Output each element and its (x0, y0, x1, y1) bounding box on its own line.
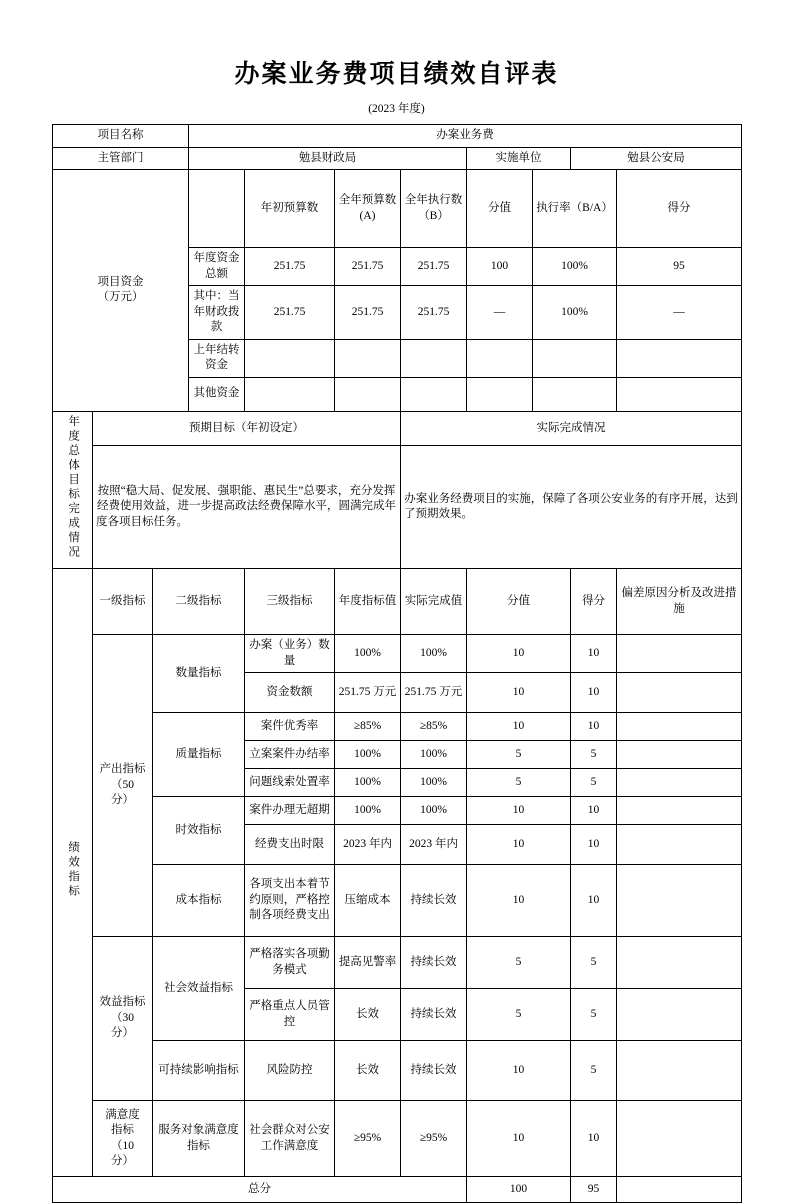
indicator-level3: 严格重点人员管控 (245, 989, 335, 1041)
indicator-target: 长效 (335, 989, 401, 1041)
funds-execution-rate (533, 339, 617, 377)
indicator-level1-line2: 指标 (111, 1124, 134, 1137)
indicator-score: 10 (571, 713, 617, 741)
table-row-project-name (53, 125, 742, 148)
table-row-total (53, 1177, 742, 1203)
indicator-target: ≥85% (335, 713, 401, 741)
table-row-funds-header (53, 170, 742, 248)
indicator-header-score-value: 分值 (467, 569, 571, 635)
indicator-target: 100% (335, 741, 401, 769)
indicator-score-value: 5 (467, 937, 571, 989)
indicator-level1-line3: 分） (111, 1027, 134, 1040)
indicator-level3: 案件办理无超期 (245, 797, 335, 825)
indicator-header-actual: 实际完成值 (401, 569, 467, 635)
indicator-level3: 立案案件办结率 (245, 741, 335, 769)
indicator-score-value: 10 (467, 865, 571, 937)
indicator-level1-line1: 满意度 (105, 1108, 140, 1121)
indicator-target: 100% (335, 769, 401, 797)
indicator-deviation (617, 673, 742, 713)
indicator-deviation (617, 635, 742, 673)
indicator-target: 提高见警率 (335, 937, 401, 989)
indicator-level1-line3: 分） (111, 794, 134, 807)
indicator-actual: 100% (401, 741, 467, 769)
indicator-deviation (617, 865, 742, 937)
annual-goal-actual-header: 实际完成情况 (401, 411, 742, 446)
indicator-level3: 经费支出时限 (245, 825, 335, 865)
funds-annual-budget (335, 339, 401, 377)
indicator-level2-quality: 质量指标 (153, 713, 245, 797)
funds-row-name: 其他资金 (189, 377, 245, 411)
funds-row-name: 年度资金总额 (189, 248, 245, 286)
indicator-target: 251.75 万元 (335, 673, 401, 713)
indicators-side-label (53, 569, 93, 1177)
indicator-score: 5 (571, 1041, 617, 1101)
annual-goal-expected-header: 预期目标（年初设定） (93, 411, 401, 446)
indicator-deviation (617, 797, 742, 825)
indicator-score: 10 (571, 865, 617, 937)
page-title: 办案业务费项目绩效自评表 (234, 61, 559, 88)
funds-score (617, 339, 742, 377)
funds-header-annual-budget: 全年预算数(A) (335, 170, 401, 248)
indicator-score-value: 5 (467, 989, 571, 1041)
indicator-level3: 问题线索处置率 (245, 769, 335, 797)
project-name-value: 办案业务费 (189, 125, 742, 148)
indicator-deviation (617, 713, 742, 741)
indicator-score-value: 10 (467, 1101, 571, 1177)
funds-annual-executed (401, 339, 467, 377)
indicator-score-value: 10 (467, 673, 571, 713)
indicator-level3: 案件优秀率 (245, 713, 335, 741)
indicator-level1-satisfaction (93, 1101, 153, 1177)
indicator-deviation (617, 769, 742, 797)
funds-header-score: 得分 (617, 170, 742, 248)
indicator-target: 100% (335, 635, 401, 673)
dept-label: 主管部门 (53, 147, 189, 170)
indicator-level3: 社会群众对公安工作满意度 (245, 1101, 335, 1177)
indicator-deviation (617, 1101, 742, 1177)
funds-score-value (467, 339, 533, 377)
indicator-score-value: 10 (467, 797, 571, 825)
annual-goal-expected-text: 按照“稳大局、促发展、强职能、惠民生”总要求，充分发挥经费使用效益，进一步提高政法经费保障水平，圆满完成年度各项目标任务。 (93, 446, 401, 569)
annual-goal-label-text: 年度总体目标完成情况 (67, 414, 80, 560)
funds-annual-budget: 251.75 (335, 248, 401, 286)
dept-value: 勉县财政局 (189, 147, 467, 170)
funds-annual-executed: 251.75 (401, 286, 467, 340)
funds-row-label-line2: （万元） (97, 291, 144, 304)
project-name-label: 项目名称 (53, 125, 189, 148)
indicator-actual: 2023 年内 (401, 825, 467, 865)
indicator-target: 长效 (335, 1041, 401, 1101)
unit-label: 实施单位 (467, 147, 571, 170)
indicator-actual: 持续长效 (401, 937, 467, 989)
indicator-score: 10 (571, 825, 617, 865)
table-row-departments (53, 147, 742, 170)
funds-score-value (467, 377, 533, 411)
table-row-indicator-header (53, 569, 742, 635)
indicator-level1-line1: 效益指标 (99, 996, 146, 1009)
indicator-level1-output (93, 635, 153, 937)
funds-annual-budget: 251.75 (335, 286, 401, 340)
indicator-level2-quantity: 数量指标 (153, 635, 245, 713)
indicator-level1-line3: （10 (111, 1139, 134, 1152)
table-row-annual-goal-body (53, 446, 742, 569)
funds-score (617, 377, 742, 411)
funds-row-name: 上年结转资金 (189, 339, 245, 377)
indicator-actual: 100% (401, 797, 467, 825)
page-subtitle: (2023 年度) (368, 103, 425, 115)
indicator-deviation (617, 989, 742, 1041)
funds-header-beginning-budget: 年初预算数 (245, 170, 335, 248)
indicator-actual: 持续长效 (401, 989, 467, 1041)
indicator-score-value: 10 (467, 635, 571, 673)
funds-beginning-budget: 251.75 (245, 248, 335, 286)
indicator-header-score: 得分 (571, 569, 617, 635)
indicator-score: 10 (571, 797, 617, 825)
indicator-actual: ≥95% (401, 1101, 467, 1177)
annual-goal-label (53, 411, 93, 569)
unit-value: 勉县公安局 (571, 147, 742, 170)
indicator-actual: 251.75 万元 (401, 673, 467, 713)
funds-row-label-line1: 项目资金 (97, 275, 144, 288)
funds-score: — (617, 286, 742, 340)
funds-execution-rate: 100% (533, 248, 617, 286)
funds-header-annual-executed: 全年执行数（B） (401, 170, 467, 248)
indicator-score: 10 (571, 635, 617, 673)
indicator-score: 10 (571, 1101, 617, 1177)
funds-header-execution-rate: 执行率（B/A） (533, 170, 617, 248)
indicator-header-deviation: 偏差原因分析及改进措施 (617, 569, 742, 635)
performance-self-evaluation-table (52, 124, 742, 1203)
funds-score-value: 100 (467, 248, 533, 286)
indicator-header-level3: 三级指标 (245, 569, 335, 635)
indicator-score: 5 (571, 769, 617, 797)
indicator-deviation (617, 741, 742, 769)
indicator-level1-line2: （30 (111, 1011, 134, 1024)
indicators-side-label-text: 绩效指标 (67, 840, 80, 899)
indicator-level1-line2: （50 (111, 778, 134, 791)
indicator-deviation (617, 825, 742, 865)
funds-beginning-budget: 251.75 (245, 286, 335, 340)
indicator-level3: 风险防控 (245, 1041, 335, 1101)
indicator-level2-social-benefit: 社会效益指标 (153, 937, 245, 1041)
indicator-level2-sustainable: 可持续影响指标 (153, 1041, 245, 1101)
indicator-level1-line4: 分） (111, 1155, 134, 1168)
table-row-annual-goal-header (53, 411, 742, 446)
table-row-indicator (53, 1041, 742, 1101)
indicator-level2-timeliness: 时效指标 (153, 797, 245, 865)
indicator-target: ≥95% (335, 1101, 401, 1177)
funds-execution-rate: 100% (533, 286, 617, 340)
indicator-target: 2023 年内 (335, 825, 401, 865)
indicator-header-level2: 二级指标 (153, 569, 245, 635)
indicator-actual: 100% (401, 635, 467, 673)
indicator-deviation (617, 1041, 742, 1101)
indicator-level1-benefit (93, 937, 153, 1101)
indicator-actual: 持续长效 (401, 865, 467, 937)
funds-header-score-value: 分值 (467, 170, 533, 248)
indicator-score-value: 5 (467, 741, 571, 769)
indicator-level2-service-satisfaction: 服务对象满意度指标 (153, 1101, 245, 1177)
funds-annual-executed (401, 377, 467, 411)
indicator-header-level1: 一级指标 (93, 569, 153, 635)
table-row-indicator (53, 797, 742, 825)
funds-annual-budget (335, 377, 401, 411)
indicator-level1-line1: 产出指标 (99, 763, 146, 776)
funds-beginning-budget (245, 377, 335, 411)
indicator-target: 100% (335, 797, 401, 825)
funds-beginning-budget (245, 339, 335, 377)
funds-row-name: 其中：当年财政拨款 (189, 286, 245, 340)
indicator-level3: 办案（业务）数量 (245, 635, 335, 673)
indicator-level3: 严格落实各项勤务模式 (245, 937, 335, 989)
funds-execution-rate (533, 377, 617, 411)
table-row-indicator (53, 865, 742, 937)
indicator-actual: ≥85% (401, 713, 467, 741)
indicator-level2-cost: 成本指标 (153, 865, 245, 937)
indicator-score: 5 (571, 741, 617, 769)
funds-score-value: — (467, 286, 533, 340)
funds-score: 95 (617, 248, 742, 286)
indicator-actual: 持续长效 (401, 1041, 467, 1101)
indicator-score: 5 (571, 989, 617, 1041)
table-row-indicator (53, 713, 742, 741)
indicator-level3: 各项支出本着节约原则，严格控制各项经费支出 (245, 865, 335, 937)
indicator-target: 压缩成本 (335, 865, 401, 937)
total-score-value: 100 (467, 1177, 571, 1203)
indicator-score-value: 5 (467, 769, 571, 797)
total-score: 95 (571, 1177, 617, 1203)
table-row-indicator (53, 635, 742, 673)
table-row-indicator (53, 937, 742, 989)
indicator-score-value: 10 (467, 825, 571, 865)
indicator-header-target: 年度指标值 (335, 569, 401, 635)
table-row-indicator (53, 1101, 742, 1177)
indicator-actual: 100% (401, 769, 467, 797)
indicator-deviation (617, 937, 742, 989)
indicator-score: 5 (571, 937, 617, 989)
indicator-score: 10 (571, 673, 617, 713)
indicator-score-value: 10 (467, 713, 571, 741)
indicator-level3: 资金数额 (245, 673, 335, 713)
total-deviation (617, 1177, 742, 1203)
funds-row-label (53, 170, 189, 412)
funds-annual-executed: 251.75 (401, 248, 467, 286)
total-label: 总分 (53, 1177, 467, 1203)
funds-header-blank (189, 170, 245, 248)
annual-goal-actual-text: 办案业务经费项目的实施，保障了各项公安业务的有序开展，达到了预期效果。 (401, 446, 742, 569)
indicator-score-value: 10 (467, 1041, 571, 1101)
